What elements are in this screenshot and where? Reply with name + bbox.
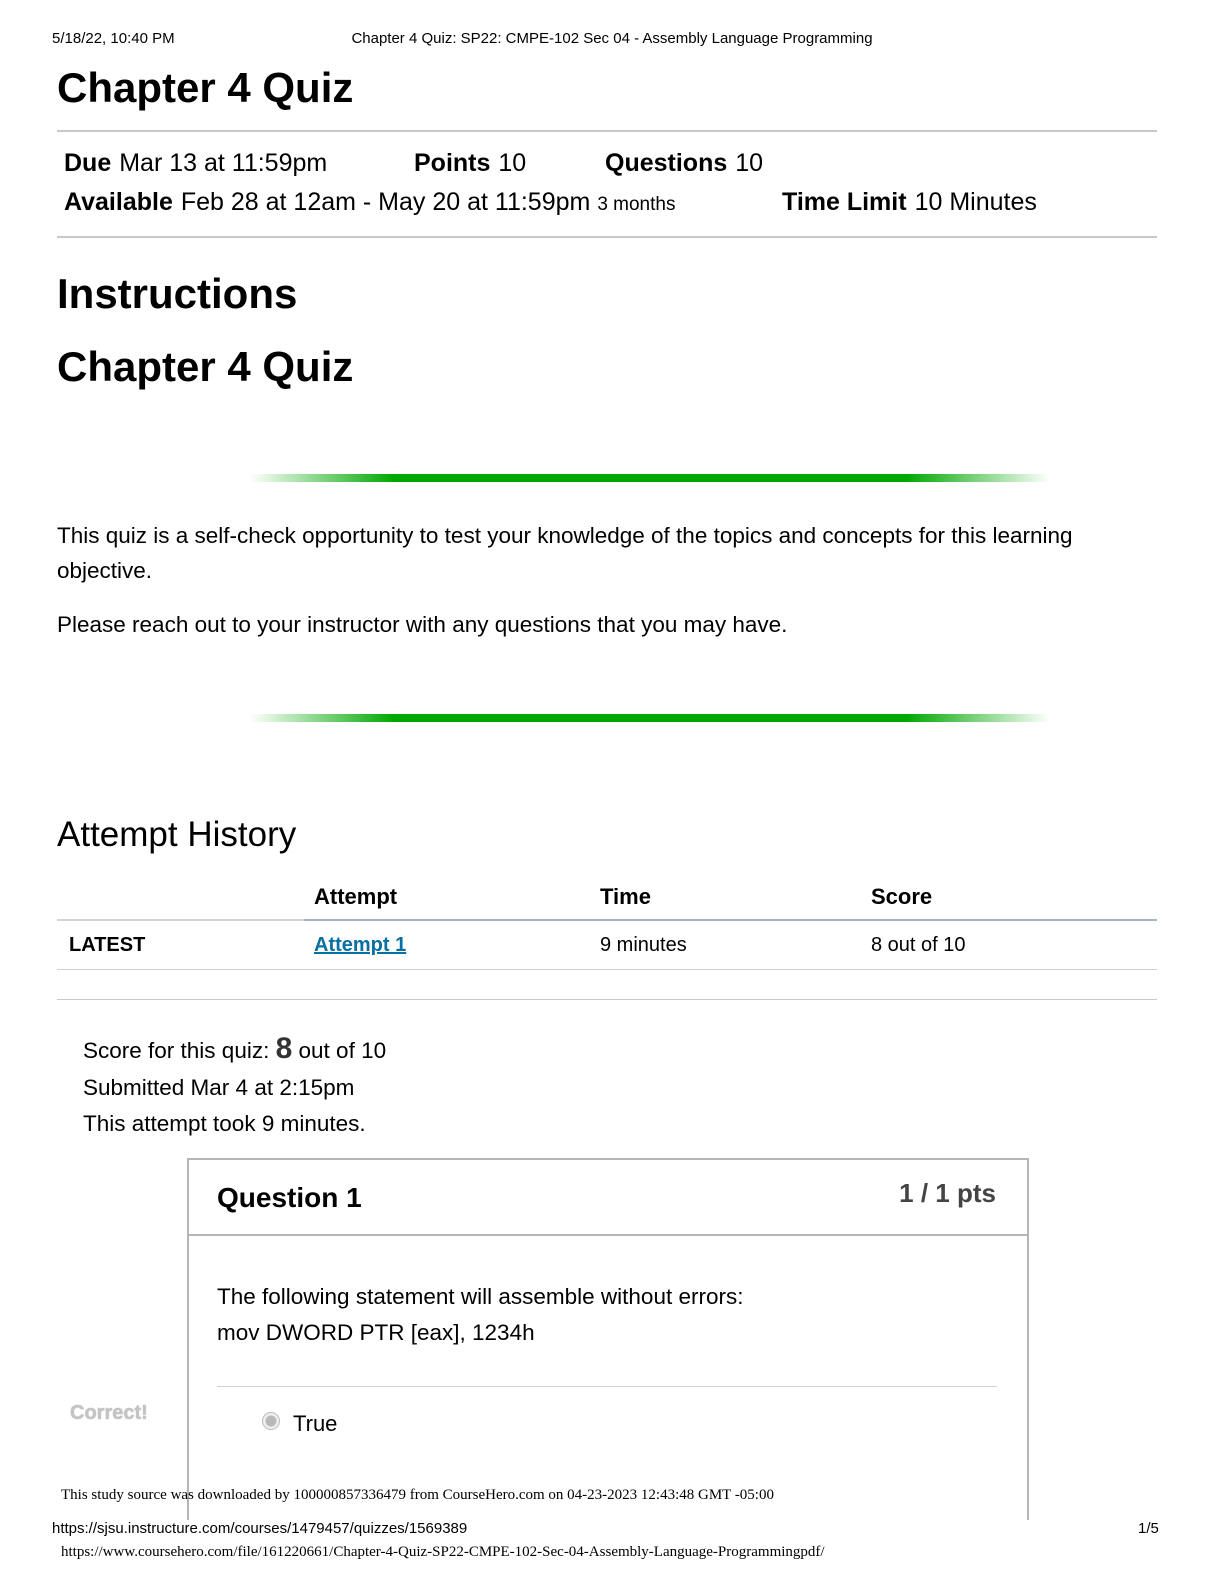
- due-value: Mar 13 at 11:59pm: [119, 149, 328, 177]
- points-value: 10: [498, 149, 527, 177]
- submitted-time: Submitted Mar 4 at 2:15pm: [83, 1075, 355, 1100]
- question-header-divider: [187, 1234, 1027, 1236]
- answer-divider: [217, 1386, 997, 1387]
- instructions-heading: Instructions: [57, 270, 298, 317]
- question-code: mov DWORD PTR [eax], 1234h: [217, 1320, 535, 1345]
- time-limit-label: Time Limit: [782, 188, 907, 216]
- time-limit-value: 10 Minutes: [914, 188, 1037, 216]
- divider: [57, 130, 1157, 132]
- time-limit-info: [782, 188, 1037, 217]
- coursehero-url: https://www.coursehero.com/file/161220661/Chapter-4-Quiz-SP22-CMPE-102-Sec-04-Assembly-Language-Programmingpdf/: [61, 1544, 825, 1560]
- questions-value: 10: [735, 149, 764, 177]
- column-header-time: Time: [600, 884, 651, 909]
- attempt-time: 9 minutes: [600, 934, 687, 956]
- correct-answer-flag: Correct!: [70, 1402, 148, 1424]
- question-title: Question 1: [217, 1182, 362, 1213]
- available-label: Available: [64, 188, 173, 216]
- available-value: Feb 28 at 12am - May 20 at 11:59pm: [180, 188, 591, 216]
- table-row-divider: [57, 969, 1157, 970]
- column-header-attempt: Attempt: [314, 884, 398, 909]
- page-number: 1/5: [1138, 1520, 1159, 1537]
- footer-url: https://sjsu.instructure.com/courses/1479457/quizzes/1569389: [52, 1520, 468, 1537]
- attempt-score: 8 out of 10: [871, 934, 966, 956]
- available-info: [64, 188, 675, 217]
- table-header-divider: [304, 919, 1157, 921]
- decorative-green-divider: [250, 714, 1050, 722]
- divider: [57, 236, 1157, 238]
- attempt-duration: This attempt took 9 minutes.: [83, 1111, 366, 1136]
- available-duration: 3 months: [597, 194, 676, 215]
- column-header-score: Score: [871, 884, 933, 909]
- score-prefix: Score for this quiz:: [83, 1038, 276, 1063]
- row-label-latest: LATEST: [69, 934, 146, 956]
- divider: [57, 999, 1157, 1000]
- quiz-score-summary: [83, 1032, 386, 1066]
- decorative-green-divider: [250, 474, 1050, 482]
- question-text: The following statement will assemble without errors:: [217, 1284, 744, 1309]
- table-header-divider: [57, 919, 304, 921]
- points-info: [414, 149, 526, 178]
- due-label: Due: [64, 149, 112, 177]
- radio-true[interactable]: [262, 1412, 280, 1430]
- instructions-subheading: Chapter 4 Quiz: [57, 343, 354, 390]
- questions-label: Questions: [605, 149, 728, 177]
- source-note: This study source was downloaded by 100000857336479 from CourseHero.com on 04-23-2023 12:43:48 GMT -05:00: [61, 1487, 774, 1503]
- score-value: 8: [275, 1032, 293, 1065]
- questions-info: [605, 149, 763, 178]
- score-suffix: out of 10: [292, 1038, 387, 1063]
- print-page-title: Chapter 4 Quiz: SP22: CMPE-102 Sec 04 - Assembly Language Programming: [351, 30, 873, 47]
- quiz-title: Chapter 4 Quiz: [57, 64, 354, 111]
- instructions-paragraph: Please reach out to your instructor with any questions that you may have.: [57, 612, 788, 637]
- attempt-history-heading: Attempt History: [57, 815, 297, 854]
- instructions-paragraph: This quiz is a self-check opportunity to test your knowledge of the topics and concepts for this learning objective.: [57, 523, 1073, 583]
- print-datetime: 5/18/22, 10:40 PM: [52, 30, 175, 47]
- points-label: Points: [414, 149, 491, 177]
- due-info: [64, 149, 327, 178]
- attempt-1-link[interactable]: Attempt 1: [314, 934, 407, 956]
- question-points: 1 / 1 pts: [899, 1178, 996, 1208]
- option-true-label: True: [293, 1411, 338, 1436]
